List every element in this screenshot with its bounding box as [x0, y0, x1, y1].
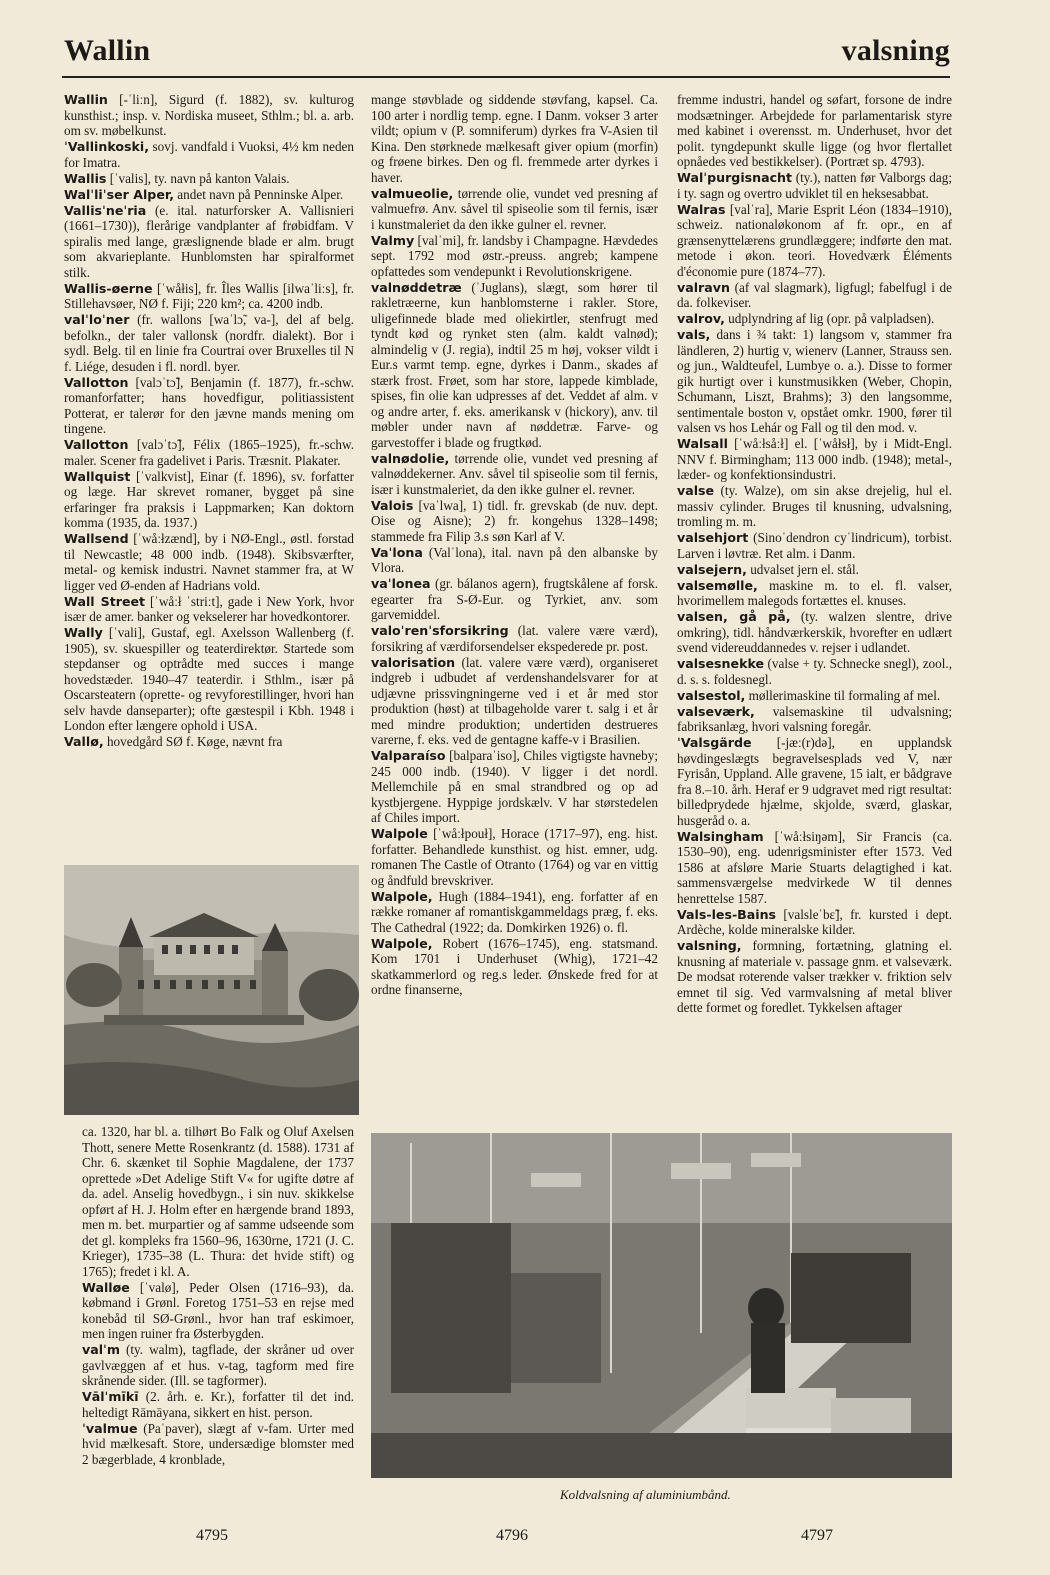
dictionary-entry [677, 688, 952, 704]
dictionary-entry [371, 280, 658, 451]
entry-headword: valnødolie, [371, 450, 450, 466]
entry-text: [ˈvalø], Peder Olsen (1716–93), da. købmand i Grønl. Foretog 1751–53 en rejse med konebåd til SØ-Grønl., hvor han traf eskimoer, men ingen ruiner fra Østerbygden. [82, 1279, 354, 1341]
dictionary-entry [677, 483, 952, 530]
entry-text: [ˈvalis], ty. navn på kanton Valais. [106, 170, 290, 186]
entry-text: valsemaskine til udvalsning; fabriksanlæg, hvori valsning foregår. [677, 703, 952, 734]
entry-headword: Valmy [371, 232, 415, 248]
column-3 [677, 92, 952, 1016]
dictionary-entry [371, 576, 658, 623]
entry-headword: valorisation [371, 654, 456, 670]
dictionary-entry [64, 203, 354, 281]
figure-caption: Koldvalsning af aluminiumbånd. [560, 1487, 731, 1502]
entry-text: [valˈmi], fr. landsby i Champagne. Hævdedes sept. 1792 mod østr.-preuss. angreb; kampene opfattedes som vendepunkt i Revolutionskrigene. [371, 232, 658, 279]
dictionary-entry [371, 233, 658, 280]
entry-headword: Wally [64, 625, 103, 640]
entry-text: (2. årh. e. Kr.), forfatter til det ind. heltedigt Rāmāyana, sikkert en hist. person. [82, 1389, 354, 1420]
entry-headword: Walsingham [677, 828, 764, 844]
dictionary-entry [64, 139, 354, 170]
dictionary-entry [677, 327, 952, 436]
dictionary-entry [64, 469, 354, 531]
entry-text: [-ˈliːn], Sigurd (f. 1882), sv. kulturog kunsthist.; insp. v. Nordiska museet, Sthlm.; bl. a. arb. om sv. møbelkunst. [64, 92, 354, 138]
dictionary-entry [677, 578, 952, 609]
entry-headword: valsestol, [677, 687, 746, 703]
running-head-left: Wallin [64, 34, 151, 67]
entry-text: [valɔˈtɔ̃], Benjamin (f. 1877), fr.-schw. romanforfatter; hans hovedfigur, politiassistent Potterat, er talerør for den jævne mands mening om tingene. [64, 374, 354, 436]
dictionary-entry [64, 312, 354, 374]
castle-photo [64, 865, 359, 1115]
entry-headword: Walpole [371, 826, 428, 841]
dictionary-entry [64, 437, 354, 468]
entry-headword: Wallin [64, 92, 108, 107]
entry-headword: valravn [677, 279, 730, 295]
dictionary-entry [677, 202, 952, 280]
entry-headword: valrov, [677, 311, 725, 326]
dictionary-entry [64, 187, 354, 203]
dictionary-entry [371, 826, 658, 888]
entry-text: møllerimaskine til formaling af mel. [745, 687, 941, 703]
dictionary-entry [677, 280, 952, 311]
entry-headword: valsehjort [677, 530, 749, 545]
dictionary-entry [371, 92, 658, 185]
dictionary-entry [64, 625, 354, 734]
entry-headword: Vals-les-Bains [677, 906, 777, 922]
entry-text: (lat. valere være værd), organiseret indgreb i udbudet af verdenshandelsvarer for at udjævne prissvingningerne ved i et år med stor produktion (høst) at tilbageholde varer t. salg i et år med mindre produktion; undertiden destrueres varerne, f. eks. ved de gentagne kaffe-v i Brasilien. [371, 654, 658, 747]
entry-headword: ˈvalmue [82, 1420, 138, 1436]
entry-headword: valoˈrenˈsforsikring [371, 623, 509, 638]
dictionary-entry [677, 92, 952, 170]
dictionary-entry [64, 531, 354, 593]
entry-headword: valnøddetræ [371, 279, 462, 295]
entry-text: (valse + ty. Schnecke snegl), zool., d. s. s. foldesnegl. [677, 656, 952, 687]
dictionary-entry [677, 311, 952, 327]
entry-text: [ˈwåːłsiŋəm], Sir Francis (ca. 1530–90), eng. udenrigsminister efter 1573. Ved 1586 at afsløre Marie Stuarts delagtighed i kat. sammensværgelse medvirkede W til dennes henrettelse 1587. [677, 828, 952, 906]
entry-headword: vaˈlonea [371, 576, 431, 591]
header-rule [62, 76, 950, 78]
entry-text: ca. 1320, har bl. a. tilhørt Bo Falk og Oluf Axelsen Thott, senere Mette Rosenkrantz (d. 1588). 1731 af Chr. 6. skænket til Sophie Magdalene, der 1737 oprettede »Det Adelige Stift V« for ugifte døtre af da. adel. Anselig hovedbygn., i sin nuv. skikkelse opført af H. J. Holm efter en hærgende brand 1893, men m. bet. murpartier og af samme udseende som det gl. kompleks fra 1560–96, 1630rne, 1721 (J. C. Krieger), 1735–38 (L. Thura: det hvide stift) og 1765); fredet i kl. A. [82, 1124, 354, 1279]
entry-headword: Vaˈlona [371, 544, 423, 560]
entry-headword: valˈloˈner [64, 312, 130, 327]
factory-photo [371, 1133, 952, 1478]
dictionary-entry [82, 1342, 354, 1389]
entry-headword: valseværk, [677, 703, 755, 719]
page-number-middle: 4796 [496, 1527, 528, 1544]
entry-text: tørrende olie, vundet ved presning af valmuefrø. Anv. såvel til spiseolie som til fernis, især i kunstmaleriet da den ikke gulner el. revner. [371, 185, 658, 232]
dictionary-entry [371, 623, 658, 654]
dictionary-entry [64, 375, 354, 437]
entry-text: (e. ital. naturforsker A. Vallisnieri (1661–1730)), flerårige vandplanter af frøbidfam. V spiralis med lange, græslignende blade er alm. brugt som akvarieplante. Hunblomsten har spiralformet stilk. [64, 202, 354, 280]
dictionary-entry [82, 1421, 354, 1468]
entry-text: fremme industri, handel og søfart, forsone de indre modsætninger. Arbejdede for parlamentarisk styre med kabinet i overensst. m. Underhuset, hvor det polit. tyngdepunkt skulle ligge (og hvor flertallet opnåedes ved bestikkelser). (Portræt sp. 4793). [677, 92, 952, 169]
dictionary-entry [677, 530, 952, 561]
dictionary-entry [64, 92, 354, 139]
entry-headword: valsesnekke [677, 656, 765, 671]
entry-text: [valɔˈtɔ̃], Félix (1865–1925), fr.-schw. maler. Scener fra gadelivet i Paris. Træsnit. Plakater. [64, 437, 354, 468]
entry-text: [valsleˈbɛ̃], fr. kursted i dept. Ardèche, kolde mineralske kilder. [677, 906, 952, 937]
rolling-mill-illustration [371, 1133, 952, 1478]
entry-text: hovedgård SØ f. Køge, nævnt fra [103, 734, 283, 749]
entry-headword: Vallotton [64, 437, 129, 452]
dictionary-entry [677, 562, 952, 578]
entry-text: (ty. Walze), om sin akse drejelig, hul el. massiv cylinder. Bruges til knusning, udvalsning, tromling m. m. [677, 483, 952, 529]
entry-headword: ˈVallinkoski, [64, 139, 149, 154]
castle-illustration [64, 865, 359, 1115]
entry-headword: Vālˈmīkī [82, 1389, 139, 1404]
entry-text: [vaˈlwa], 1) tidl. fr. grevskab (de nuv. dept. Oise og Aisne); 2) fr. kongehus 1328–1498; stammede fra Filip 3.s søn Karl af V. [371, 497, 658, 544]
entry-text: (ˈJuglans), slægt, som hører til rakletræerne, kun hanblomsterne i rakler. Store, uligefinnede blade med oliekirtler, stenfrugt med tyndt kød og rynket sten (alm. kaldt valnød); almindelig v (J. regia), indtil 25 m høj, vokser vildt i Eur.s varmt temp. egne, dyrkes i Danm., skades af stærk frost. Frøet, som har store, lappede kimblade, spises, fin olie kan udpresses af det. Veddet af alm. v og andre arter, f. eks. amerikansk v (hickory), anv. til møbler under navn af nøddetræ. Farve- og garvestoffer i blade og frugtkød. [371, 279, 658, 450]
page-number-left: 4795 [196, 1527, 228, 1544]
dictionary-entry [371, 889, 658, 936]
entry-text: (ty. walm), tagflade, der skråner ud over gavlvæggen af et hus. v-tag, tagform med fire skrånende sider. (Ill. se tagformer). [82, 1342, 354, 1388]
entry-headword: Wallsend [64, 531, 129, 546]
entry-headword: Wallis-øerne [64, 280, 153, 296]
entry-text: [ˈwåłis], fr. Îles Wallis [ilwaˈliːs], fr. Stillehavsøer, NØ f. Fiji; 220 km²; ca. 4200 indb. [64, 280, 354, 311]
entry-text: [valˈra], Marie Esprit Léon (1834–1910), schweiz. nationaløkonom af fr. opr., en af grænsenyttelærens grundlæggere; indførte den mat. metode i økon. teori. Hovedværk Éléments d'économie pure (1874–77). [677, 201, 952, 279]
dictionary-entry [64, 734, 354, 750]
entry-headword: valsen, gå på, [677, 609, 791, 624]
entry-text: (gr. bálanos agern), frugtskålene af forsk. egearter fra S-Ø-Eur. og Tyrkiet, anv. som garvemiddel. [371, 576, 658, 622]
entry-text: (ty. walzen slentre, drive omkring), tidl. håndværkerskik, hvorefter en udlært svend videreuddannedes v. rejser i udlandet. [677, 609, 952, 655]
entry-text: (af val slagmark), ligfugl; fabelfugl i de da. folkeviser. [677, 279, 952, 310]
entry-text: [-jæː(r)də], en upplandsk høvdingeslægts begravelsesplads ved V, nær Fyrisån, Uppland. Alle gravene, 15 ialt, er bådgrave fra 8.–10. årh. Heraf er 9 udgravet med rigt resultat: billedprydede hjælme, skjolde, sværd, glaskar, husgeråd o. a. [677, 735, 952, 828]
entry-text: [ˈwåːłpouł], Horace (1717–97), eng. hist. forfatter. Behandlede kunsthist. og hist. emner, udg. romanen The Castle of Otranto (1764) og var en vittig og åndfuld brevskriver. [371, 826, 658, 888]
entry-headword: Walpole, [371, 888, 433, 904]
entry-text: (Paˈpaver), slægt af v-fam. Urter med hvid mælkesaft. Store, undersædige blomster med 2 bægerblade, 4 kronblade, [82, 1420, 354, 1467]
entry-headword: valse [677, 483, 715, 498]
entry-headword: Valois [371, 497, 414, 513]
entry-text: Robert (1676–1745), eng. statsmand. Kom 1701 i Underhuset (Whig), 1721–42 skatkammerlord og reg.s leder. Ønskede fred for at ordne finanserne, [371, 935, 658, 997]
entry-headword: valmueolie, [371, 185, 454, 201]
entry-text: (fr. wallons [waˈlɔ̃, va-], del af belg. befolkn., der taler vallonsk (nordfr. dialekt). Bor i sydl. Belg. til en linie fra Courtrai over Bruxelles til N f. Liége, desuden i fl. nordl. byer. [64, 312, 354, 374]
entry-headword: Wallquist [64, 468, 131, 484]
dictionary-entry [371, 936, 658, 998]
entry-text: dans i ¾ takt: 1) langsom v, stammer fra ländleren, 2) hurtig v, wienerv (Lanner, Strauss sen. og jun., Waldteufel, Lumbye o. a.). Disse to former gik hurtigt over i kunstmusikken (Weber, Chopin, Schumann, Liszt, Brahms); 3) den langsomme, sentimentale boston v, opstået omkr. 1900, fører til valsen vs hos Lehár og Fall og til den mod. v. [677, 327, 952, 435]
entry-headword: ˈValsgärde [677, 735, 752, 750]
entry-headword: valsejern, [677, 561, 747, 577]
dictionary-entry [64, 594, 354, 625]
entry-text: (Valˈlona), ital. navn på den albanske by Vlora. [371, 544, 658, 575]
dictionary-entry [677, 829, 952, 907]
entry-text: udvalset jern el. stål. [746, 561, 859, 577]
running-head-right: valsning [841, 34, 950, 67]
entry-text: Hugh (1884–1941), eng. forfatter af en række romaner af romantiskgammeldags præg, f. eks. The Cathedral (1922; da. Domkirken 1926) o. fl. [371, 888, 658, 935]
dictionary-entry [371, 545, 658, 576]
entry-headword: Walˈpurgisnacht [677, 170, 793, 185]
entry-headword: valsning, [677, 938, 742, 953]
entry-headword: Walras [677, 201, 726, 217]
entry-text: [ˈwåːł ˈstriːt], gade i New York, hvor især de amer. banker og vekselerer har hovedkontorer. [64, 593, 354, 624]
entry-text: [balparaˈiso], Chiles vigtigste havneby; 245 000 indb. (1940). V ligger i det nordl. Mellemchile på en smal strandbred og op ad kystbjergene. Hyppige jordskælv. V har størstedelen af Chiles import. [371, 748, 658, 825]
dictionary-entry [82, 1389, 354, 1420]
dictionary-entry [677, 436, 952, 483]
entry-text: mange støvblade og siddende støvfang, kapsel. Ca. 100 arter i nordlig temp. egne. I Danm. vokser 3 arter vildt; opium v (P. somniferum) dyrkes fra V-Asien til Kina. Den størknede mælkesaft giver opium (morfin) og frøene birkes. Den og fl. fremmede arter dyrkes i haver. [371, 92, 658, 185]
entry-headword: Wallis [64, 170, 107, 186]
dictionary-entry [677, 704, 952, 735]
dictionary-entry [371, 655, 658, 748]
entry-headword: Valparaíso [371, 748, 446, 763]
entry-headword: Walsall [677, 436, 728, 451]
dictionary-entry [371, 186, 658, 233]
dictionary-entry [64, 171, 354, 187]
entry-text: udplyndring af lig (opr. på valpladsen). [724, 311, 935, 326]
entry-text: sovj. vandfald i Vuoksi, 4½ km neden for Imatra. [64, 139, 354, 170]
entry-text: [ˈwåːłzænd], by i NØ-Engl., østl. forstad til Newcastle; 48 000 indb. (1948). Skibsværfter, metal- og kemisk industri. Navnet stammer fra, at W ligger ved Ø-enden af Hadrians vold. [64, 531, 354, 593]
dictionary-entry [371, 498, 658, 545]
entry-headword: valˈm [82, 1342, 121, 1357]
column-2 [371, 92, 658, 998]
entry-text: formning, fortætning, glatning el. knusning af materiale v. passage gnm. et valseværk. De modsat roterende valser trækker v. friktion selv emnet til sig. Ved varmvalsning af metal bliver dette formet og foredlet. Tykkelsen aftager [677, 938, 952, 1015]
page-number-right: 4797 [801, 1527, 833, 1544]
dictionary-entry [82, 1280, 354, 1342]
entry-headword: vals, [677, 327, 711, 342]
entry-headword: Walløe [82, 1279, 130, 1295]
dictionary-entry [677, 609, 952, 656]
dictionary-entry [677, 735, 952, 828]
entry-headword: Vallotton [64, 374, 129, 390]
entry-headword: Walpole, [371, 935, 433, 951]
dictionary-entry [64, 281, 354, 312]
entry-text: [ˈvali], Gustaf, egl. Axelsson Wallenberg (f. 1905), sv. skuespiller og teaterdirektør. Startede som stepdanser og optrådte med succes i mange hovedstæder. 1940–47 teaterdir. i Sthlm., især på Oscarsteatern (oprette- og revyforestillinger, hvori han selv havde danseparter); ofte gæstespil i Kbh. 1948 i London efter længere ophold i USA. [64, 625, 354, 733]
entry-headword: Wall Street [64, 593, 146, 609]
entry-headword: Vallisˈneˈria [64, 202, 147, 218]
dictionary-entry [677, 938, 952, 1016]
entry-text: andet navn på Penninske Alper. [174, 186, 344, 202]
column-1-continued [82, 1124, 354, 1467]
entry-text: (lat. valere være værd), forsikring af værdiforsendelser ekspederede pr. post. [371, 623, 658, 654]
entry-headword: valsemølle, [677, 577, 758, 593]
dictionary-entry [82, 1124, 354, 1279]
entry-headword: Vallø, [64, 734, 104, 749]
entry-text: [ˈwåːłsåːł] el. [ˈwåłsł], by i Midt-Engl. NNV f. Birmingham; 113 000 indb. (1948); metal-, læder- og konfektionsindustri. [677, 436, 952, 482]
entry-text: maskine m. to el. fl. valser, hvorimellem malegods fortættes el. knuses. [677, 577, 952, 608]
dictionary-entry [371, 748, 658, 826]
dictionary-entry [677, 656, 952, 687]
dictionary-entry [677, 170, 952, 201]
column-1 [64, 92, 354, 750]
dictionary-entry [371, 451, 658, 498]
entry-text: [ˈvalkvist], Einar (f. 1896), sv. forfatter og læge. Har skrevet romaner, bygget på sine erfaringer fra praksis i Lappmarken; Kan doktorn komma (1935, da. 1937.) [64, 468, 354, 530]
entry-text: tørrende olie, vundet ved presning af valnøddekerner. Anv. såvel til spiseolie som til fernis, især i kunstmaleriet, da den ikke gulner el. revner. [371, 450, 658, 497]
entry-text: (Sinoˈdendron cyˈlindricum), torbist. Larven i løvtræ. Ret alm. i Danm. [677, 530, 952, 561]
dictionary-entry [677, 907, 952, 938]
entry-headword: Walˈliˈser Alper, [64, 186, 174, 202]
entry-text: (ty.), natten før Valborgs dag; i ty. sagn og overtro udviklet til en heksesabbat. [677, 170, 952, 201]
